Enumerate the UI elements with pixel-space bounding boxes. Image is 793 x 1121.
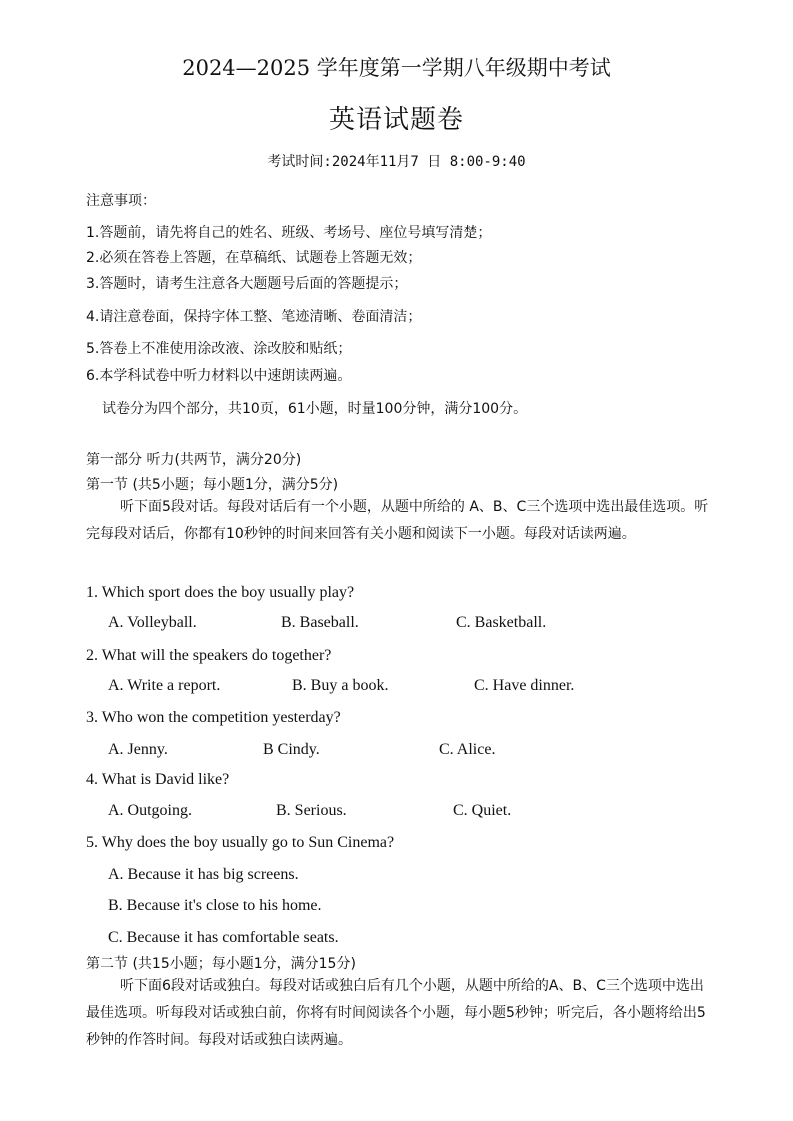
option-1a: A. Volleyball. (108, 614, 197, 631)
note-item: 5.答卷上不准使用涂改液、涂改胶和贴纸； (86, 341, 352, 357)
note-item: 6.本学科试卷中听力材料以中速朗读两遍。 (86, 368, 352, 384)
part1-heading: 第一部分 听力(共两节，满分20分) (86, 452, 302, 468)
option-5b: B. Because it's close to his home. (108, 897, 322, 914)
question-1: 1. Which sport does the boy usually play? (86, 584, 355, 601)
note-item: 2.必须在答卷上答题，在草稿纸、试题卷上答题无效； (86, 250, 422, 266)
exam-time: 考试时间:2024年11月7 日 8:00-9:40 (267, 154, 526, 170)
note-item: 4.请注意卷面，保持字体工整、笔迹清晰、卷面清洁； (86, 309, 422, 325)
question-3: 3. Who won the competition yesterday? (86, 709, 341, 726)
option-1c: C. Basketball. (456, 614, 547, 631)
note-item: 1.答题前，请先将自己的姓名、班级、考场号、座位号填写清楚； (86, 225, 492, 241)
exam-title: 2024—2025 学年度第一学期八年级期中考试 (182, 56, 611, 80)
section1-heading: 第一节 (共5小题；每小题1分，满分5分) (86, 477, 339, 493)
option-2b: B. Buy a book. (292, 677, 389, 694)
option-2a: A. Write a report. (108, 677, 221, 694)
section2-heading: 第二节 (共15小题；每小题1分，满分15分) (86, 956, 356, 972)
option-1b: B. Baseball. (281, 614, 359, 631)
option-3c: C. Alice. (439, 741, 496, 758)
note-item: 3.答题时，请考生注意各大题题号后面的答题提示； (86, 276, 408, 292)
option-4c: C. Quiet. (453, 802, 512, 819)
question-2: 2. What will the speakers do together? (86, 647, 332, 664)
question-4: 4. What is David like? (86, 771, 230, 788)
exam-subtitle: 英语试题卷 (328, 105, 464, 135)
option-3b: B Cindy. (263, 741, 320, 758)
exam-summary: 试卷分为四个部分，共10页，61小题，时量100分钟，满分100分。 (102, 401, 528, 417)
option-5a: A. Because it has big screens. (108, 866, 299, 883)
option-4b: B. Serious. (276, 802, 347, 819)
section2-instructions: 听下面6段对话或独白。每段对话或独白后有几个小题，从题中所给的A、B、C三个选项中选出最佳选项。听每段对话或独白前，你将有时间阅读各个小题，每小题5秒钟；听完后，各小题将给出5秒钟的作答时间。每段对话或独白读两遍。 (86, 978, 706, 1048)
option-4a: A. Outgoing. (108, 802, 192, 819)
option-3a: A. Jenny. (108, 741, 168, 758)
option-2c: C. Have dinner. (474, 677, 575, 694)
question-5: 5. Why does the boy usually go to Sun Cinema? (86, 834, 395, 851)
section1-instructions: 听下面5段对话。每段对话后有一个小题，从题中所给的 A、B、C三个选项中选出最佳选项。听完每段对话后，你都有10秒钟的时间来回答有关小题和阅读下一小题。每段对话读两遍。 (86, 499, 709, 542)
option-5c: C. Because it has comfortable seats. (108, 929, 339, 946)
notes-heading: 注意事项： (86, 193, 156, 209)
